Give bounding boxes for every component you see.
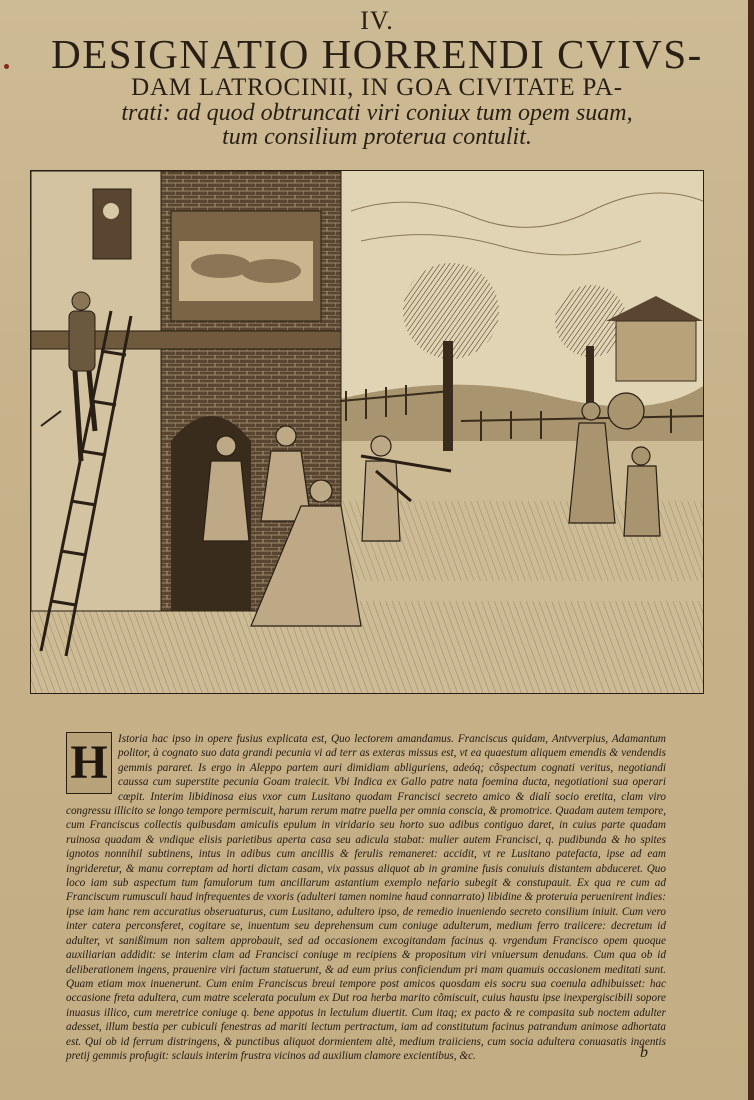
title-line-4: tum consilium proterua contulit.: [222, 124, 532, 150]
body-paragraph: Istoria hac ipso in opere fusius explicata est, Quo lectorem amandamus. Franciscus quidam, Antvverpius, Adamantum politor, à cognato suo data grandi pecunia vi ad terr as exteras missus est, vt ea quaestum aliquem emendis & vendendis gemmis pararet. Is ergo in Aleppo partem auri dimidiam abliguriens, adeóq; cõspectum cognati veritus, negotiandi caussa cum superstite pecunia Goam traiecit. Vbi Indica ex Gallo patre nata foemina ducta, negotiationi sua operari cœpit. Interim libidinosa eius vxor cum Lusitano quodam Francisci secreto amico & dialí socio eretita, clam viro congressu illicito se longo tempore permiscuit, harum rerum matre puella per omnia conscia, & promotrice. Quadam autem tempore, cum Franciscus collectis quibusdam amiculis epulum in viridario seu horto suo adibus contiguo daret, in cuius parte quadam ruinosa quadam & vndique elisis parietibus aperta casa seu adicula stabat: mulier autem Francisci, q. pudibunda & ho spites ignotos nonnihil subtinens, intus in adibus cum ancillis & ferulis remaneret: accidit, vt re Lusitano patefacta, ipse ad eam ingrideretur, & manu correptam ad horti dictam casam, vix passus aliquot ab in gramine fusis conuiuis distantem abduceret. Quo loco iam sub aspectum tum famulorum tum ancillarum astantium exemplo nefario subegit & constupauit. Ex qua re cum ad Franciscum rumusculi haud infrequentes de vxoris (adulteri tamen nomine haud connarrato) libidine & proteruia peruenirent indies: ipse iam hanc rem accuratius obseruaturus, cum Lusitano, adultero ipso, de remedio inueniendo secreto consilium iniuit. Cum vero inter catera perconsferet, cogitare se, inuentum seu deprehensum cum coniuge adulterum, medium ferro traiicere: decretum id adulter, vt sanißimum non saltem approbauit, sed ad occasionem excogitandam facinus q. vrgendum Francisco opem quoque auxiliarian addidit: se interim clam ad Francisci coniuge m recipiens & propositum viri vniuersum denudans. Cum qua ob id deliberationem ingens, prauenire viri factum statuerunt, & ad eum prius conficiendum pri mam quamuis occasionem meditati sunt. Quam etiam mox inuenerunt. Cum enim Franciscus breui tempore post amicos quosdam eis socru sua coenula adhibuisset: hac occasione freta adultera, cum matre scelerata poculum ex Dut roa herba marito cõmiscuit, cuius haustu ipse inexpergiscibili sopore inuasus illico, cum meretrice coniuge q. bene appotus in lectulum diuertit. Cum itaq; ex pacto & re compasita sub noctem adulter adesset, illum bestia per cubiculi fenestras ad mariti lectum pertractum, iam ad constitutum facinus patrandum animose adhortata est. Qui ob id ferrum distringens, & punctibus aliquot dormientem altè, medium traiiciens, cum socia adultera conuasatis ingentis pretij gemmis profugit: sclauis interim frustra vicinos ad auxilium clamore excientibus, &c.: [66, 733, 666, 1062]
title-line-3: trati: ad quod obtruncati viri coniux tum opem suam,: [121, 100, 633, 126]
latin-body-text: [66, 732, 666, 1063]
title-line-1: DESIGNATIO HORRENDI CVIVS-: [51, 31, 703, 77]
plate-number: IV.: [360, 6, 394, 35]
hut: [616, 321, 696, 381]
drop-cap: H: [66, 732, 112, 794]
small-window: [93, 189, 131, 259]
engraving-illustration: [30, 170, 704, 694]
engraving-scene: [31, 171, 703, 693]
title-line-2: DAM LATROCINII, IN GOA CIVITATE PA-: [131, 74, 623, 101]
signature-mark: b: [640, 1044, 648, 1061]
page-edge: [748, 0, 754, 1100]
